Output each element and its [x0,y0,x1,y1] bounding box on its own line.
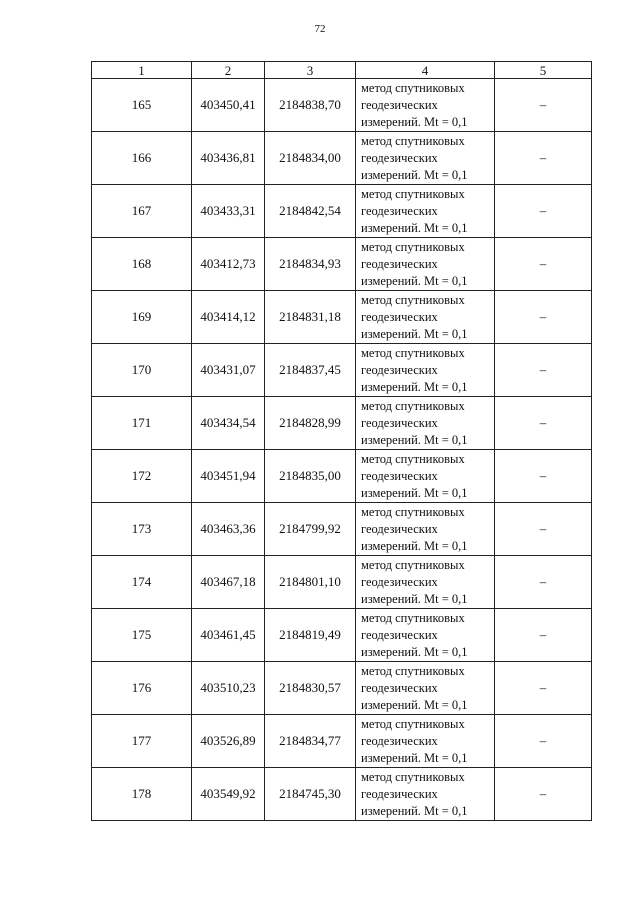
column-5-cell: – [495,344,592,397]
method-line-1: метод спутниковых [361,186,465,201]
x-coordinate-cell: 403463,36 [192,503,265,556]
method-line-3: измерений. Mt = 0,1 [361,379,468,394]
column-5-cell: – [495,132,592,185]
point-number-cell: 173 [92,503,192,556]
y-coordinate-cell: 2184799,92 [265,503,356,556]
method-line-1: метод спутниковых [361,345,465,360]
point-number-cell: 175 [92,609,192,662]
column-5-cell: – [495,79,592,132]
x-coordinate-cell: 403467,18 [192,556,265,609]
column-5-cell: – [495,609,592,662]
method-cell [356,238,495,291]
method-line-1: метод спутниковых [361,663,465,678]
column-5-cell: – [495,238,592,291]
x-coordinate-cell: 403412,73 [192,238,265,291]
x-coordinate-cell: 403450,41 [192,79,265,132]
method-line-3: измерений. Mt = 0,1 [361,220,468,235]
method-cell [356,397,495,450]
method-line-2: геодезических [361,574,438,589]
y-coordinate-cell: 2184831,18 [265,291,356,344]
y-coordinate-cell: 2184828,99 [265,397,356,450]
column-5-cell: – [495,185,592,238]
column-5-cell: – [495,715,592,768]
method-cell [356,450,495,503]
table-row [92,132,592,185]
method-line-3: измерений. Mt = 0,1 [361,591,468,606]
point-number-cell: 174 [92,556,192,609]
table-row [92,450,592,503]
header-col-2: 2 [192,62,265,79]
x-coordinate-cell: 403433,31 [192,185,265,238]
y-coordinate-cell: 2184837,45 [265,344,356,397]
x-coordinate-cell: 403510,23 [192,662,265,715]
method-cell [356,185,495,238]
header-col-3: 3 [265,62,356,79]
point-number-cell: 170 [92,344,192,397]
table-row [92,185,592,238]
method-line-3: измерений. Mt = 0,1 [361,485,468,500]
point-number-cell: 166 [92,132,192,185]
method-line-1: метод спутниковых [361,716,465,731]
method-line-1: метод спутниковых [361,769,465,784]
y-coordinate-cell: 2184819,49 [265,609,356,662]
header-col-1: 1 [92,62,192,79]
table-row [92,662,592,715]
method-line-2: геодезических [361,150,438,165]
table-row [92,768,592,821]
coordinates-table [91,61,592,821]
table-body [92,79,592,821]
y-coordinate-cell: 2184830,57 [265,662,356,715]
method-line-3: измерений. Mt = 0,1 [361,538,468,553]
x-coordinate-cell: 403414,12 [192,291,265,344]
method-line-2: геодезических [361,680,438,695]
method-line-1: метод спутниковых [361,504,465,519]
method-line-3: измерений. Mt = 0,1 [361,803,468,818]
column-5-cell: – [495,397,592,450]
method-line-3: измерений. Mt = 0,1 [361,644,468,659]
table-row [92,238,592,291]
column-5-cell: – [495,662,592,715]
method-line-2: геодезических [361,97,438,112]
method-line-2: геодезических [361,468,438,483]
point-number-cell: 177 [92,715,192,768]
x-coordinate-cell: 403461,45 [192,609,265,662]
method-line-1: метод спутниковых [361,133,465,148]
method-cell [356,662,495,715]
method-line-1: метод спутниковых [361,451,465,466]
method-line-2: геодезических [361,309,438,324]
method-line-2: геодезических [361,203,438,218]
method-cell [356,609,495,662]
method-line-1: метод спутниковых [361,80,465,95]
x-coordinate-cell: 403451,94 [192,450,265,503]
method-line-2: геодезических [361,256,438,271]
method-line-2: геодезических [361,362,438,377]
x-coordinate-cell: 403549,92 [192,768,265,821]
column-5-cell: – [495,291,592,344]
y-coordinate-cell: 2184834,77 [265,715,356,768]
method-cell [356,503,495,556]
method-cell [356,715,495,768]
y-coordinate-cell: 2184842,54 [265,185,356,238]
point-number-cell: 168 [92,238,192,291]
y-coordinate-cell: 2184834,93 [265,238,356,291]
table-row [92,503,592,556]
header-row [92,62,592,79]
y-coordinate-cell: 2184801,10 [265,556,356,609]
table-row [92,556,592,609]
x-coordinate-cell: 403436,81 [192,132,265,185]
x-coordinate-cell: 403431,07 [192,344,265,397]
method-cell [356,556,495,609]
method-line-2: геодезических [361,786,438,801]
column-5-cell: – [495,556,592,609]
table-row [92,79,592,132]
method-line-3: измерений. Mt = 0,1 [361,167,468,182]
method-line-3: измерений. Mt = 0,1 [361,697,468,712]
method-line-3: измерений. Mt = 0,1 [361,432,468,447]
point-number-cell: 169 [92,291,192,344]
column-5-cell: – [495,503,592,556]
method-line-2: геодезических [361,733,438,748]
method-line-1: метод спутниковых [361,610,465,625]
point-number-cell: 171 [92,397,192,450]
y-coordinate-cell: 2184838,70 [265,79,356,132]
table-row [92,609,592,662]
method-line-1: метод спутниковых [361,557,465,572]
column-5-cell: – [495,768,592,821]
method-line-1: метод спутниковых [361,398,465,413]
method-line-3: измерений. Mt = 0,1 [361,750,468,765]
y-coordinate-cell: 2184745,30 [265,768,356,821]
x-coordinate-cell: 403526,89 [192,715,265,768]
y-coordinate-cell: 2184834,00 [265,132,356,185]
point-number-cell: 167 [92,185,192,238]
header-col-5: 5 [495,62,592,79]
method-line-3: измерений. Mt = 0,1 [361,273,468,288]
method-line-2: геодезических [361,415,438,430]
point-number-cell: 165 [92,79,192,132]
point-number-cell: 176 [92,662,192,715]
table-row [92,715,592,768]
point-number-cell: 178 [92,768,192,821]
method-line-3: измерений. Mt = 0,1 [361,114,468,129]
table-row [92,397,592,450]
table-row [92,344,592,397]
point-number-cell: 172 [92,450,192,503]
table-row [92,291,592,344]
method-line-1: метод спутниковых [361,292,465,307]
method-line-2: геодезических [361,627,438,642]
column-5-cell: – [495,450,592,503]
method-line-1: метод спутниковых [361,239,465,254]
method-cell [356,291,495,344]
method-cell [356,79,495,132]
method-cell [356,344,495,397]
method-line-2: геодезических [361,521,438,536]
header-col-4: 4 [356,62,495,79]
y-coordinate-cell: 2184835,00 [265,450,356,503]
method-line-3: измерений. Mt = 0,1 [361,326,468,341]
page-number: 72 [314,23,326,35]
x-coordinate-cell: 403434,54 [192,397,265,450]
method-cell [356,132,495,185]
method-cell [356,768,495,821]
